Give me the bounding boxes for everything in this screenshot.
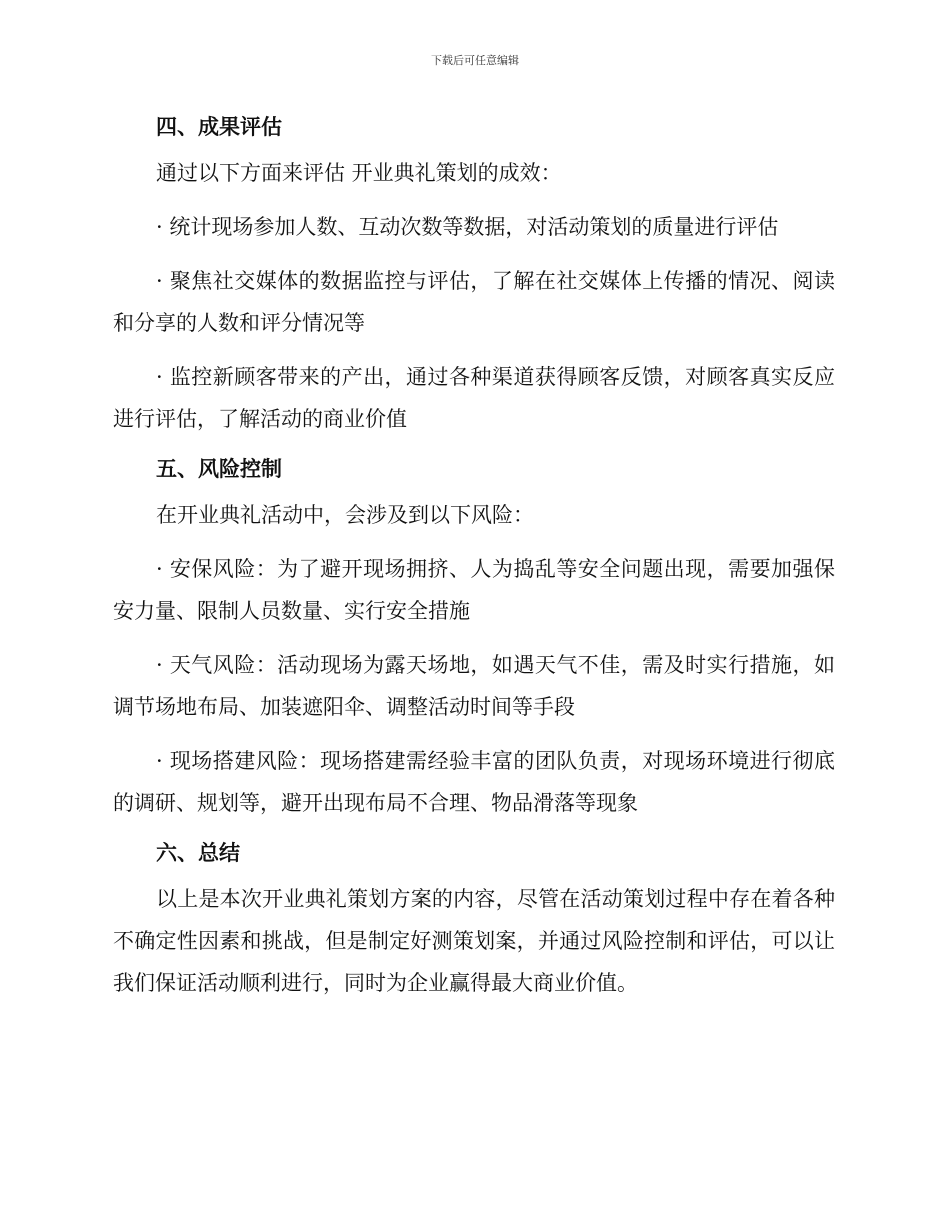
section-heading: 五、风险控制 [156,456,282,481]
header-note: 下载后可任意编辑 [431,54,519,67]
bullet-item: · 聚焦社交媒体的数据监控与评估，了解在社交媒体上传播的情况、阅读和分享的人数和评分情况等 [113,269,835,335]
bullet-item: · 天气风险：活动现场为露天场地，如遇天气不佳，需及时实行措施，如调节场地布局、加装遮阳伞、调整活动时间等手段 [113,653,835,719]
section-results-evaluation [113,110,835,440]
bullet-item: · 安保风险：为了避开现场拥挤、人为捣乱等安全问题出现，需要加强保安力量、限制人员数量、实行安全措施 [113,557,835,623]
bullet-item: · 监控新顾客带来的产出，通过各种渠道获得顾客反馈，对顾客真实反应进行评估，了解活动的商业价值 [113,365,835,431]
section-intro: 通过以下方面来评估 开业典礼策划的成效： [156,161,562,185]
section-summary [113,836,835,1004]
section-risk-control [113,452,835,824]
section-intro: 在开业典礼活动中，会涉及到以下风险： [156,503,534,527]
bullet-item: · 现场搭建风险：现场搭建需经验丰富的团队负责，对现场环境进行彻底的调研、规划等，避开出现布局不合理、物品滑落等现象 [113,749,835,815]
document-body [113,110,835,1004]
section-heading: 四、成果评估 [156,114,282,139]
bullet-item: · 统计现场参加人数、互动次数等数据，对活动策划的质量进行评估 [156,215,779,239]
section-heading: 六、总结 [156,840,240,865]
summary-paragraph: 以上是本次开业典礼策划方案的内容，尽管在活动策划过程中存在着各种不确定性因素和挑战，但是制定好测策划案，并通过风险控制和评估，可以让我们保证活动顺利进行，同时为企业赢得最大商业价值。 [113,887,835,995]
